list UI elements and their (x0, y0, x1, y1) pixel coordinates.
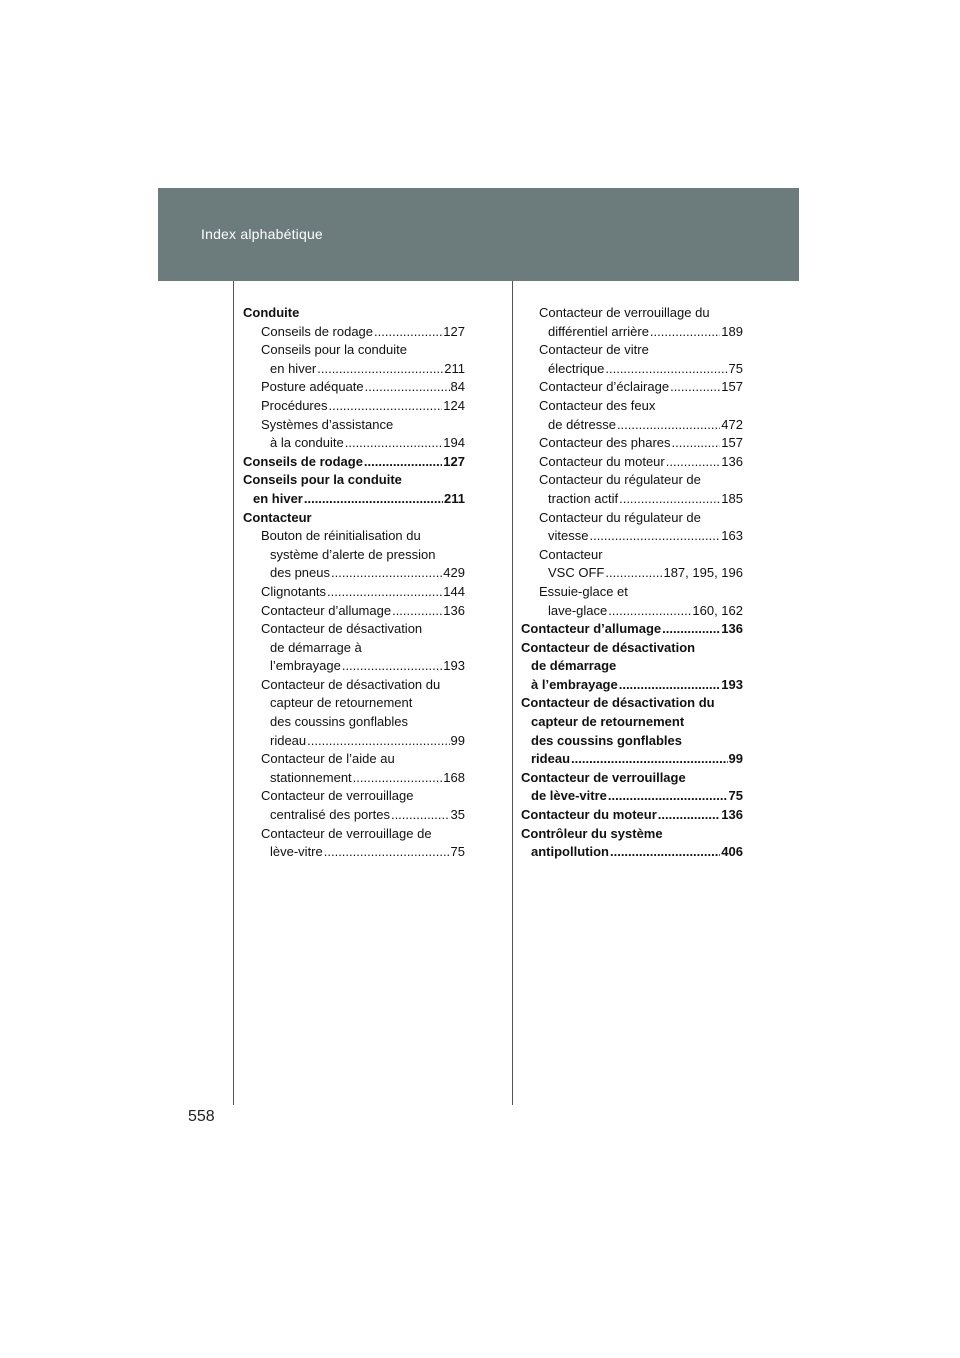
dot-leader (666, 453, 721, 472)
dot-leader (391, 806, 450, 825)
index-page-ref: 99 (450, 732, 465, 748)
index-entry-text: l’embrayage (270, 658, 341, 674)
index-page-ref: 211 (444, 360, 465, 376)
index-entry-text: Contacteur du moteur (521, 807, 657, 823)
dot-leader (353, 769, 443, 788)
index-page-ref: 194 (443, 435, 465, 451)
index-entry (243, 509, 465, 528)
index-entry (243, 397, 465, 416)
dot-leader (610, 843, 720, 862)
index-entry (521, 825, 743, 862)
index-entry (243, 304, 465, 323)
index-entry (521, 304, 743, 341)
index-entry (243, 453, 465, 472)
dot-leader (374, 323, 442, 342)
index-entry (243, 341, 465, 378)
index-page-ref: 211 (444, 490, 465, 506)
column-divider-rule (512, 281, 513, 1105)
index-entry-text: Contacteur de verrouillage (261, 788, 414, 804)
index-entry-text: différentiel arrière (548, 323, 649, 339)
index-entry-text: des pneus (270, 565, 330, 581)
index-entry-text: Contacteur du régulateur de (539, 509, 701, 525)
index-entry-text: antipollution (531, 844, 609, 860)
index-entry (243, 471, 465, 508)
index-entry (243, 323, 465, 342)
index-entry (521, 546, 743, 583)
index-entry-text: centralisé des portes (270, 807, 390, 823)
index-page-ref: 406 (721, 844, 743, 860)
index-entry (521, 453, 743, 472)
index-page-ref: 193 (721, 676, 743, 692)
index-page-ref: 84 (450, 379, 465, 395)
index-page-ref: 136 (721, 621, 743, 637)
dot-leader (672, 434, 721, 453)
index-entry-text: vitesse (548, 528, 589, 544)
index-entry-text: capteur de retournement (270, 695, 413, 711)
index-column-right (521, 304, 743, 862)
dot-leader (617, 416, 720, 435)
dot-leader (619, 676, 721, 695)
index-entry (243, 787, 465, 824)
dot-leader (392, 602, 442, 621)
index-page-ref: 124 (443, 397, 465, 413)
dot-leader (608, 787, 728, 806)
index-entry-text: lave-glace (548, 602, 608, 618)
index-entry-text: rideau (531, 751, 571, 767)
dot-leader (345, 434, 443, 453)
left-margin-rule (233, 281, 234, 1105)
index-entry-text: de détresse (548, 416, 616, 432)
dot-leader (364, 453, 442, 472)
index-entry-text: en hiver (253, 490, 303, 506)
index-page-ref: 160, 162 (692, 602, 743, 618)
dot-leader (365, 378, 450, 397)
index-entry-text: rideau (270, 732, 307, 748)
chapter-header-band (158, 188, 799, 281)
index-entry-text: Contacteur de vitre (539, 342, 649, 358)
index-entry-text: de lève-vitre (531, 788, 607, 804)
index-page-ref: 75 (728, 788, 743, 804)
index-entry-text: Contacteur de l’aide au (261, 751, 395, 767)
index-entry (521, 769, 743, 806)
index-entry-text: à la conduite (270, 435, 344, 451)
dot-leader (662, 620, 720, 639)
index-entry-text: stationnement (270, 769, 352, 785)
index-entry (521, 509, 743, 546)
index-page-ref: 127 (443, 453, 465, 469)
index-page-ref: 136 (721, 807, 743, 823)
index-entry-text: Conseils de rodage (243, 453, 363, 469)
dot-leader (307, 732, 449, 751)
index-page-ref: 35 (450, 807, 465, 823)
index-entry (243, 750, 465, 787)
index-entry-text: Procédures (261, 397, 328, 413)
index-entry-text: Clignotants (261, 583, 327, 599)
dot-leader (589, 527, 720, 546)
dot-leader (658, 806, 721, 825)
index-entry-text: Contrôleur du système (521, 825, 663, 841)
index-entry (243, 416, 465, 453)
index-entry-text: Contacteur de désactivation du (521, 695, 715, 711)
index-page-ref: 163 (721, 528, 743, 544)
index-entry (243, 676, 465, 750)
index-entry-text: électrique (548, 360, 605, 376)
index-entry (243, 378, 465, 397)
dot-leader (571, 750, 728, 769)
dot-leader (608, 602, 691, 621)
index-entry-text: de démarrage à (270, 639, 362, 655)
dot-leader (342, 657, 442, 676)
index-entry-text: Conduite (243, 305, 300, 320)
dot-leader (327, 583, 442, 602)
index-entry (243, 583, 465, 602)
index-entry-text: Conseils de rodage (261, 323, 374, 339)
index-entry (243, 825, 465, 862)
index-entry-text: lève-vitre (270, 844, 323, 860)
index-entry-text: Contacteur des phares (539, 435, 671, 451)
index-entry-text: Contacteur de verrouillage de (261, 825, 432, 841)
index-entry (521, 378, 743, 397)
index-page-ref: 168 (443, 769, 465, 785)
index-page-ref: 185 (721, 490, 743, 506)
index-page-ref: 136 (443, 602, 465, 618)
index-entry-text: Contacteur du moteur (539, 453, 665, 469)
index-entry-text: de démarrage (531, 658, 617, 674)
index-page-ref: 75 (728, 360, 743, 376)
index-entry (243, 620, 465, 676)
dot-leader (328, 397, 442, 416)
index-entry-text: Contacteur (539, 546, 603, 562)
index-entry-text: Contacteur d’allumage (521, 621, 662, 637)
index-entry-text: des coussins gonflables (270, 714, 409, 730)
index-entry (243, 602, 465, 621)
index-entry (521, 694, 743, 768)
index-page-ref: 429 (443, 565, 465, 581)
index-entry (521, 639, 743, 695)
index-entry-text: VSC OFF (548, 565, 605, 581)
index-entry-text: Essuie-glace et (539, 583, 628, 599)
index-page-ref: 127 (443, 323, 465, 339)
chapter-title: Index alphabétique (201, 226, 323, 242)
index-entry (243, 527, 465, 583)
dot-leader (619, 490, 720, 509)
index-entry-text: capteur de retournement (531, 714, 685, 730)
dot-leader (324, 843, 450, 862)
index-entry (521, 397, 743, 434)
index-entry-text: Bouton de réinitialisation du (261, 528, 421, 544)
index-entry-text: Systèmes d’assistance (261, 416, 394, 432)
dot-leader (331, 564, 442, 583)
dot-leader (605, 360, 727, 379)
dot-leader (317, 360, 443, 379)
index-entry-text: Contacteur de désactivation (261, 621, 423, 637)
index-entry (521, 806, 743, 825)
dot-leader (670, 378, 720, 397)
index-page-ref: 189 (721, 323, 743, 339)
index-entry-text: traction actif (548, 490, 619, 506)
index-page-ref: 193 (443, 658, 465, 674)
index-entry-text: Conseils pour la conduite (243, 472, 402, 488)
index-entry-text: en hiver (270, 360, 317, 376)
index-column-left (243, 304, 465, 862)
index-entry-text: Contacteur d’éclairage (539, 379, 670, 395)
index-entry (521, 341, 743, 378)
index-page-ref: 144 (443, 583, 465, 599)
index-entry (521, 434, 743, 453)
index-entry (521, 583, 743, 620)
dot-leader (650, 323, 720, 342)
index-page-ref: 472 (721, 416, 743, 432)
index-page-ref: 157 (721, 435, 743, 451)
index-entry-text: Contacteur des feux (539, 397, 656, 413)
index-entry-text: Contacteur de verrouillage (521, 769, 686, 785)
index-entry-text: Contacteur d’allumage (261, 602, 392, 618)
index-page-ref: 157 (721, 379, 743, 395)
index-page-ref: 75 (450, 844, 465, 860)
index-entry-text: Contacteur du régulateur de (539, 472, 701, 488)
index-entry-text: Contacteur de verrouillage du (539, 305, 710, 320)
index-page-ref: 136 (721, 453, 743, 469)
index-entry-text: Contacteur de désactivation du (261, 676, 441, 692)
dot-leader (605, 564, 662, 583)
index-entry-text: système d’alerte de pression (270, 546, 436, 562)
index-entry-text: des coussins gonflables (531, 732, 682, 748)
index-entry (521, 471, 743, 508)
index-entry-text: Conseils pour la conduite (261, 342, 407, 358)
index-entry-text: à l’embrayage (531, 676, 618, 692)
index-page-ref: 99 (728, 751, 743, 767)
page-number: 558 (188, 1108, 215, 1125)
index-page-ref: 187, 195, 196 (663, 565, 743, 581)
dot-leader (304, 490, 443, 509)
index-entry-text: Contacteur (243, 509, 312, 525)
index-entry-text: Contacteur de désactivation (521, 639, 696, 655)
index-entry (521, 620, 743, 639)
index-entry-text: Posture adéquate (261, 379, 364, 395)
